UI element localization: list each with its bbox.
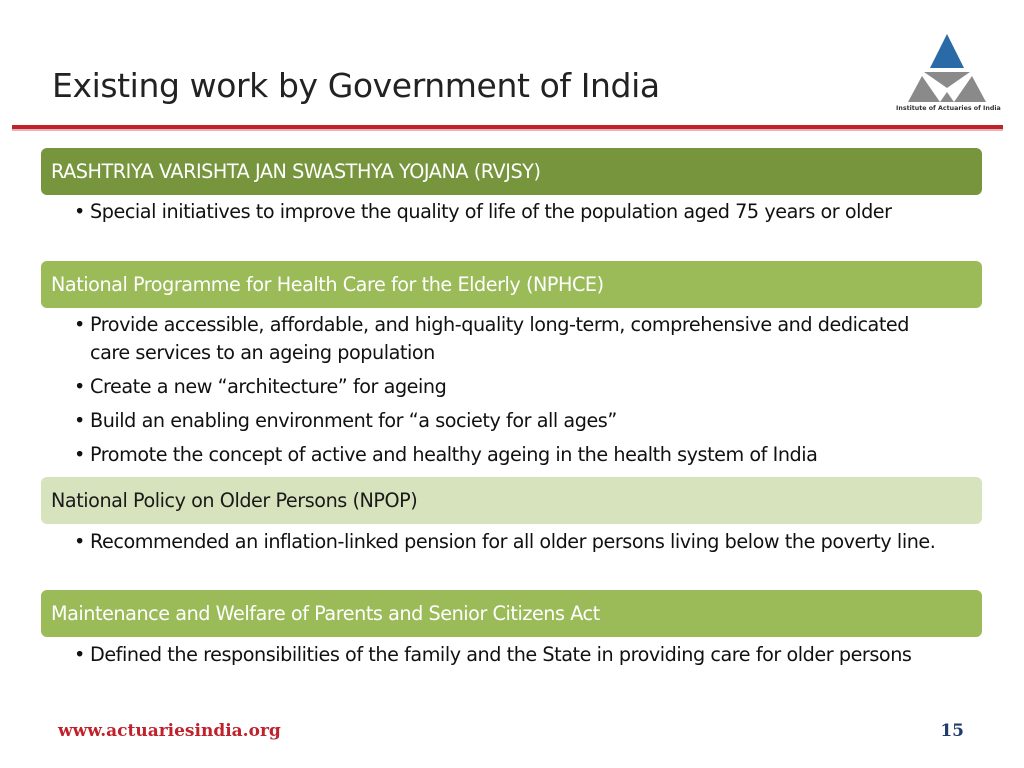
section-header-nphce: National Programme for Health Care for the Elderly (NPHCE)	[41, 261, 982, 308]
list-item: • Promote the concept of active and healthy ageing in the health system of India	[74, 441, 954, 469]
section-header-npop: National Policy on Older Persons (NPOP)	[41, 477, 982, 524]
logo-caption: Institute of Actuaries of India	[896, 105, 1001, 112]
section-bullets-maintenance-act	[74, 641, 954, 675]
section-bullets-nphce	[74, 311, 954, 475]
list-item: • Recommended an inflation-linked pension for all older persons living below the poverty line.	[74, 528, 954, 556]
page-number: 15	[940, 721, 964, 741]
institute-logo	[896, 30, 1001, 116]
section-header-rvjsy: RASHTRIYA VARISHTA JAN SWASTHYA YOJANA (RVJSY)	[41, 148, 982, 195]
footer-website-link[interactable]: www.actuariesindia.org	[58, 721, 281, 741]
section-header-maintenance-act: Maintenance and Welfare of Parents and Senior Citizens Act	[41, 590, 982, 637]
title-divider-shadow	[12, 129, 1003, 131]
slide-title: Existing work by Government of India	[52, 66, 660, 105]
section-bullets-npop	[74, 528, 954, 562]
section-bullets-rvjsy	[74, 198, 954, 232]
list-item: • Special initiatives to improve the quality of life of the population aged 75 years or older	[74, 198, 954, 226]
list-item: • Create a new “architecture” for ageing	[74, 373, 954, 401]
list-item: • Provide accessible, affordable, and high-quality long-term, comprehensive and dedicated care services to an ageing population	[74, 311, 954, 367]
list-item: • Defined the responsibilities of the family and the State in providing care for older persons	[74, 641, 954, 669]
list-item: • Build an enabling environment for “a society for all ages”	[74, 407, 954, 435]
iai-triangle-logo-icon	[896, 30, 998, 106]
